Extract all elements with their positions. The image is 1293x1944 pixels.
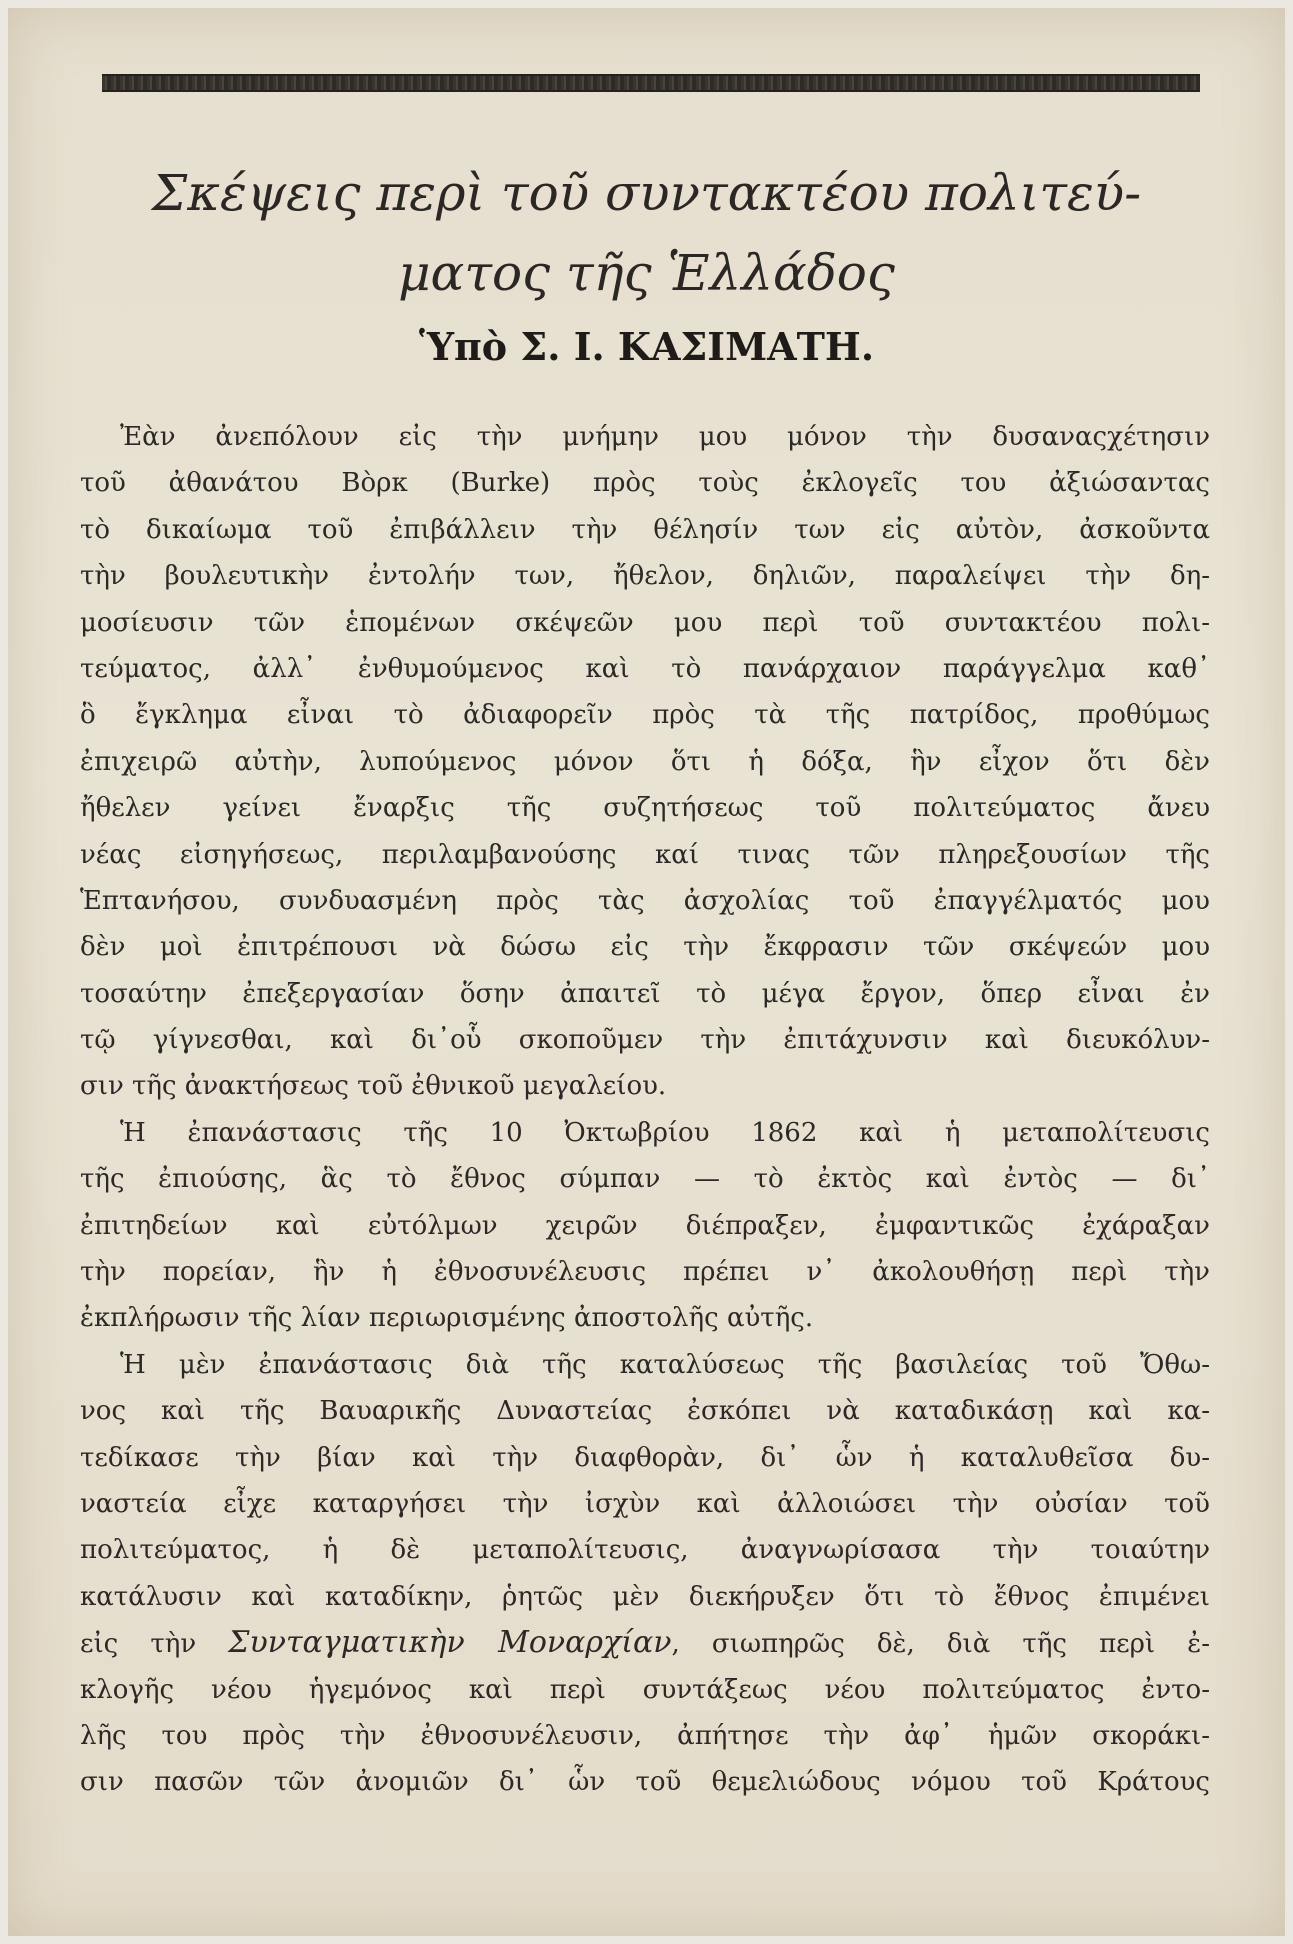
text-line: κλογῆς νέου ἡγεμόνος καὶ περὶ συντάξεως νέου πολιτεύματος ἐντο- (80, 1674, 1210, 1705)
text-line: τοῦ ἀθανάτου Βὸρκ (Burke) πρὸς τοὺς ἐκλογεῖς του ἀξιώσαντας (80, 468, 1210, 499)
text-line: Ἐὰν ἀνεπόλουν εἰς τὴν μνήμην μου μόνον τὴν δυσαναςχέτησιν (120, 422, 1210, 452)
text-line: τεδίκασε τὴν βίαν καὶ τὴν διαφθορὰν, δι᾽ ὧν ἡ καταλυθεῖσα δυ- (80, 1442, 1210, 1473)
text-line: λῆς του πρὸς τὴν ἐθνοσυνέλευσιν, ἀπήτησε τὴν ἀφ᾽ ἡμῶν σκοράκι- (80, 1720, 1210, 1751)
text-span: εἰς τὴν (80, 1629, 229, 1660)
text-line: Ἡ ἐπανάστασις τῆς 10 Ὀκτωβρίου 1862 καὶ ἡ μεταπολίτευσις (120, 1117, 1210, 1148)
text-line: τὸ δικαίωμα τοῦ ἐπιβάλλειν τὴν θέλησίν των εἰς αὐτὸν, ἀσκοῦντα (80, 514, 1210, 545)
text-line: κατάλυσιν καὶ καταδίκην, ῥητῶς μὲν διεκήρυξεν ὅτι τὸ ἔθνος ἐπιμένει (80, 1581, 1210, 1612)
text-line: ἐκπλήρωσιν τῆς λίαν περιωρισμένης ἀποστολῆς αὐτῆς. (80, 1303, 814, 1334)
article-body (80, 414, 1210, 1806)
text-line: τῷ γίγνεσθαι, καὶ δι᾽οὗ σκοποῦμεν τὴν ἐπιτάχυνσιν καὶ διευκόλυν- (80, 1025, 1210, 1056)
text-line: σιν πασῶν τῶν ἀνομιῶν δι᾽ ὧν τοῦ θεμελιώδους νόμου τοῦ Κράτους (80, 1767, 1210, 1798)
article-title-line-2: ματος τῆς Ἑλλάδος (398, 244, 895, 302)
text-line: τὴν βουλευτικὴν ἐντολήν των, ἤθελον, δηλιῶν, παραλείψει τὴν δη- (80, 561, 1210, 592)
text-span: , σιωπηρῶς δὲ, διὰ τῆς περὶ ἐ- (671, 1629, 1210, 1660)
text-line: τοσαύτην ἐπεξεργασίαν ὅσην ἀπαιτεῖ τὸ μέγα ἔργον, ὅπερ εἶναι ἐν (80, 978, 1210, 1009)
text-line: μοσίευσιν τῶν ἑπομένων σκέψεῶν μου περὶ τοῦ συντακτέου πολι- (80, 607, 1210, 638)
text-line: νέας εἰσηγήσεως, περιλαμβανούσης καί τινας τῶν πληρεξουσίων τῆς (80, 839, 1210, 870)
text-line: τῆς ἐπιούσης, ἃς τὸ ἔθνος σύμπαν — τὸ ἐκτὸς καὶ ἐντὸς — δι᾽ (80, 1164, 1210, 1195)
text-line: ἐπιχειρῶ αὐτὴν, λυπούμενος μόνον ὅτι ἡ δόξα, ἣν εἶχον ὅτι δὲν (80, 746, 1210, 777)
text-line: ὃ ἔγκλημα εἶναι τὸ ἀδιαφορεῖν πρὸς τὰ τῆς πατρίδος, προθύμως (80, 700, 1210, 731)
emphasized-phrase: Συνταγματικὴν Μοναρχίαν (228, 1625, 672, 1661)
text-line-emphasis (80, 1620, 1210, 1666)
text-line: νος καὶ τῆς Βαυαρικῆς Δυναστείας ἐσκόπει νὰ καταδικάσῃ καὶ κα- (80, 1396, 1210, 1427)
document-page (8, 8, 1285, 1936)
header-rule (102, 74, 1200, 92)
text-line: τὴν πορείαν, ἣν ἡ ἐθνοσυνέλευσις πρέπει ν᾽ ἀκολουθήσῃ περὶ τὴν (80, 1257, 1210, 1288)
text-line: πολιτεύματος, ἡ δὲ μεταπολίτευσις, ἀναγνωρίσασα τὴν τοιαύτην (80, 1535, 1210, 1566)
text-line: ἤθελεν γείνει ἔναρξις τῆς συζητήσεως τοῦ πολιτεύματος ἄνευ (80, 793, 1210, 824)
text-line: τεύματος, ἀλλ᾽ ἐνθυμούμενος καὶ τὸ πανάρχαιον παράγγελμα καθ᾽ (80, 653, 1210, 684)
text-line: Ἡ μὲν ἐπανάστασις διὰ τῆς καταλύσεως τῆς βασιλείας τοῦ Ὄθω- (120, 1349, 1210, 1380)
article-title-line-1: Σκέψεις περὶ τοῦ συντακτέου πολιτεύ- (151, 164, 1142, 222)
text-line: ναστεία εἶχε καταργήσει τὴν ἰσχὺν καὶ ἀλλοιώσει τὴν οὐσίαν τοῦ (80, 1488, 1210, 1519)
article-byline: Ὑπὸ Σ. Ι. ΚΑΣΙΜΑΤΗ. (418, 324, 875, 369)
text-line: σιν τῆς ἀνακτήσεως τοῦ ἐθνικοῦ μεγαλείου. (80, 1071, 667, 1102)
text-line: Ἑπτανήσου, συνδυασμένη πρὸς τὰς ἀσχολίας τοῦ ἐπαγγέλματός μου (80, 885, 1210, 916)
text-line: δὲν μοὶ ἐπιτρέπουσι νὰ δώσω εἰς τὴν ἔκφρασιν τῶν σκέψεών μου (80, 932, 1210, 963)
text-line: ἐπιτηδείων καὶ εὐτόλμων χειρῶν διέπραξεν, ἐμφαντικῶς ἐχάραξαν (80, 1210, 1210, 1241)
